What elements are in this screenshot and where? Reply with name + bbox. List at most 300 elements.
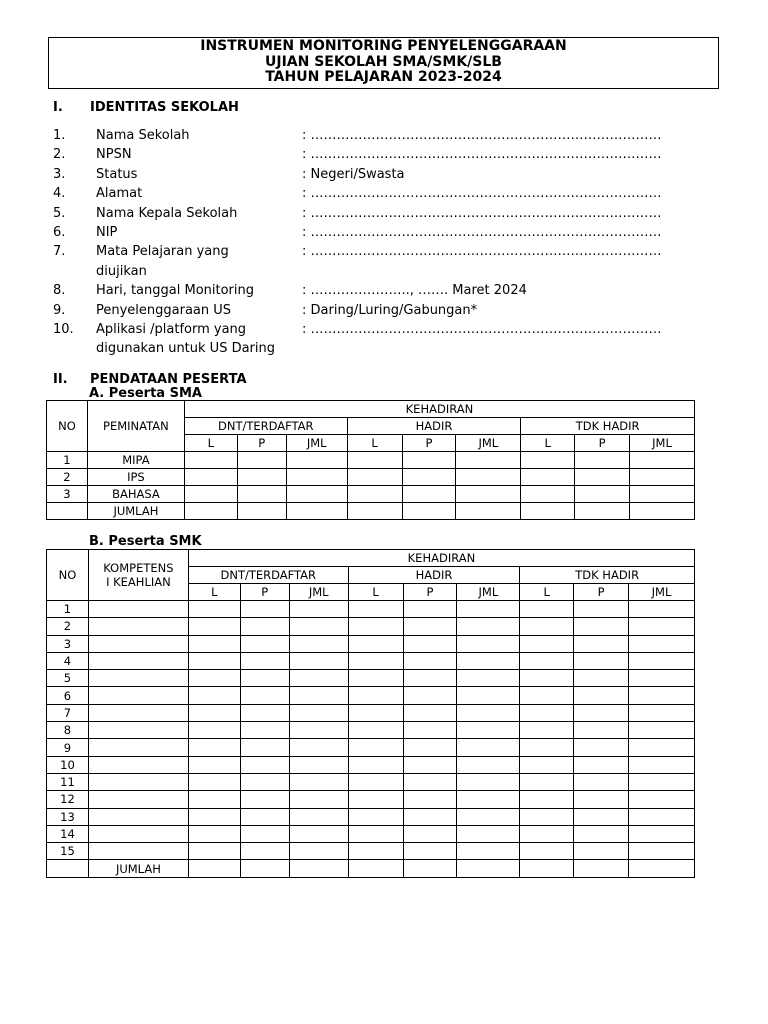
data-cell[interactable] bbox=[629, 843, 695, 860]
data-cell[interactable] bbox=[457, 739, 520, 756]
field-label: diujikan bbox=[96, 263, 147, 279]
data-cell[interactable] bbox=[289, 808, 348, 825]
table-row bbox=[47, 860, 695, 877]
data-cell[interactable] bbox=[188, 791, 240, 808]
data-cell[interactable] bbox=[403, 808, 457, 825]
data-cell[interactable] bbox=[286, 486, 347, 503]
data-cell[interactable] bbox=[348, 687, 403, 704]
data-cell[interactable] bbox=[240, 704, 289, 721]
data-cell[interactable] bbox=[403, 756, 457, 773]
data-cell[interactable] bbox=[457, 825, 520, 842]
data-cell[interactable] bbox=[574, 860, 629, 877]
data-cell[interactable] bbox=[629, 773, 695, 790]
smk-header-hadir: HADIR bbox=[348, 567, 520, 584]
data-cell[interactable] bbox=[289, 756, 348, 773]
smk-subheader-cell: JML bbox=[629, 584, 695, 601]
field-number: 3. bbox=[53, 166, 66, 182]
sma-table-body bbox=[47, 452, 695, 520]
row-number bbox=[47, 503, 88, 520]
data-cell[interactable] bbox=[574, 618, 629, 635]
data-cell[interactable] bbox=[240, 687, 289, 704]
data-cell[interactable] bbox=[403, 825, 457, 842]
data-cell[interactable] bbox=[348, 791, 403, 808]
data-cell[interactable] bbox=[188, 618, 240, 635]
field-label: Hari, tanggal Monitoring bbox=[96, 283, 254, 299]
data-cell[interactable] bbox=[348, 739, 403, 756]
data-cell[interactable] bbox=[457, 670, 520, 687]
field-label: NIP bbox=[96, 225, 118, 240]
data-cell[interactable] bbox=[240, 635, 289, 652]
row-name bbox=[88, 843, 188, 860]
row-name bbox=[88, 670, 188, 687]
section-1-number: I. bbox=[53, 100, 63, 115]
field-value[interactable]: : ……………………………………………………………………… bbox=[302, 128, 662, 143]
data-cell[interactable] bbox=[348, 618, 403, 635]
table-row bbox=[47, 469, 695, 486]
table-row bbox=[47, 756, 695, 773]
field-value[interactable]: : ……………………………………………………………………… bbox=[302, 244, 662, 260]
data-cell[interactable] bbox=[520, 739, 574, 756]
data-cell[interactable] bbox=[289, 773, 348, 790]
data-cell[interactable] bbox=[188, 860, 240, 877]
data-cell[interactable] bbox=[403, 791, 457, 808]
smk-subheader-cell: P bbox=[574, 584, 629, 601]
smk-subheader-cell: P bbox=[403, 584, 457, 601]
section-1-title: IDENTITAS SEKOLAH bbox=[90, 100, 239, 115]
data-cell[interactable] bbox=[457, 860, 520, 877]
row-number: 3 bbox=[47, 486, 88, 503]
data-cell[interactable] bbox=[521, 452, 575, 469]
sma-subheader-cell: L bbox=[184, 435, 237, 452]
data-cell[interactable] bbox=[629, 739, 695, 756]
row-number bbox=[47, 860, 89, 877]
data-cell[interactable] bbox=[289, 601, 348, 618]
smk-subtitle: B. Peserta SMK bbox=[89, 534, 202, 549]
data-cell[interactable] bbox=[237, 469, 286, 486]
row-name bbox=[88, 687, 188, 704]
data-cell[interactable] bbox=[457, 808, 520, 825]
data-cell[interactable] bbox=[188, 825, 240, 842]
data-cell[interactable] bbox=[521, 486, 575, 503]
field-value[interactable]: : Daring/Luring/Gabungan* bbox=[302, 302, 478, 318]
data-cell[interactable] bbox=[403, 739, 457, 756]
row-name bbox=[88, 739, 188, 756]
row-number: 4 bbox=[47, 652, 89, 669]
data-cell[interactable] bbox=[289, 687, 348, 704]
data-cell[interactable] bbox=[348, 652, 403, 669]
data-cell[interactable] bbox=[348, 825, 403, 842]
data-cell[interactable] bbox=[457, 722, 520, 739]
data-cell[interactable] bbox=[574, 722, 629, 739]
data-cell[interactable] bbox=[629, 618, 695, 635]
row-number: 7 bbox=[47, 704, 89, 721]
data-cell[interactable] bbox=[240, 739, 289, 756]
row-name bbox=[88, 618, 188, 635]
row-number: 1 bbox=[47, 601, 89, 618]
field-label: Penyelenggaraan US bbox=[96, 302, 232, 318]
data-cell[interactable] bbox=[457, 773, 520, 790]
field-value[interactable]: : ……………………………………………………………………… bbox=[302, 186, 662, 202]
field-value[interactable]: : ……………………………………………………………………… bbox=[302, 205, 662, 221]
data-cell[interactable] bbox=[403, 687, 457, 704]
data-cell[interactable] bbox=[402, 452, 456, 469]
data-cell[interactable] bbox=[629, 670, 695, 687]
table-row bbox=[47, 791, 695, 808]
data-cell[interactable] bbox=[240, 843, 289, 860]
data-cell[interactable] bbox=[629, 601, 695, 618]
title-line-3: TAHUN PELAJARAN 2023-2024 bbox=[265, 69, 502, 85]
data-cell[interactable] bbox=[520, 808, 574, 825]
data-cell[interactable] bbox=[520, 618, 574, 635]
table-row bbox=[47, 618, 695, 635]
data-cell[interactable] bbox=[457, 704, 520, 721]
sma-subheader-cell: P bbox=[237, 435, 286, 452]
data-cell[interactable] bbox=[456, 486, 521, 503]
data-cell[interactable] bbox=[630, 469, 695, 486]
data-cell[interactable] bbox=[188, 670, 240, 687]
row-number: 5 bbox=[47, 670, 89, 687]
data-cell[interactable] bbox=[188, 808, 240, 825]
data-cell[interactable] bbox=[240, 791, 289, 808]
row-number: 14 bbox=[47, 825, 89, 842]
data-cell[interactable] bbox=[348, 704, 403, 721]
data-cell[interactable] bbox=[457, 635, 520, 652]
section-2-title: PENDATAAN PESERTA bbox=[90, 372, 247, 387]
data-cell[interactable] bbox=[289, 670, 348, 687]
data-cell[interactable] bbox=[520, 635, 574, 652]
sma-subtitle: A. Peserta SMA bbox=[89, 386, 202, 401]
data-cell[interactable] bbox=[574, 601, 629, 618]
data-cell[interactable] bbox=[402, 486, 456, 503]
data-cell[interactable] bbox=[629, 860, 695, 877]
data-cell[interactable] bbox=[289, 860, 348, 877]
row-name: BAHASA bbox=[87, 486, 184, 503]
data-cell[interactable] bbox=[630, 452, 695, 469]
table-row bbox=[47, 843, 695, 860]
row-name bbox=[88, 808, 188, 825]
data-cell[interactable] bbox=[520, 704, 574, 721]
field-value[interactable]: : ……………………………………………………………………… bbox=[302, 322, 662, 337]
row-number: 10 bbox=[47, 756, 89, 773]
data-cell[interactable] bbox=[289, 618, 348, 635]
data-cell[interactable] bbox=[347, 452, 402, 469]
row-name: JUMLAH bbox=[87, 503, 184, 520]
field-number: 8. bbox=[53, 283, 66, 299]
smk-subheader-cell: P bbox=[240, 584, 289, 601]
table-row bbox=[47, 635, 695, 652]
data-cell[interactable] bbox=[240, 601, 289, 618]
sma-header-hadir: HADIR bbox=[347, 418, 521, 435]
data-cell[interactable] bbox=[240, 618, 289, 635]
row-number: 9 bbox=[47, 739, 89, 756]
field-number: 5. bbox=[53, 205, 66, 221]
data-cell[interactable] bbox=[456, 469, 521, 486]
data-cell[interactable] bbox=[574, 635, 629, 652]
data-cell[interactable] bbox=[403, 635, 457, 652]
data-cell[interactable] bbox=[629, 722, 695, 739]
section-2-heading bbox=[53, 372, 247, 387]
field-label: Nama Kepala Sekolah bbox=[96, 205, 238, 221]
data-cell[interactable] bbox=[289, 635, 348, 652]
data-cell[interactable] bbox=[403, 670, 457, 687]
data-cell[interactable] bbox=[240, 756, 289, 773]
data-cell[interactable] bbox=[403, 843, 457, 860]
data-cell[interactable] bbox=[188, 739, 240, 756]
data-cell[interactable] bbox=[188, 722, 240, 739]
data-cell[interactable] bbox=[403, 860, 457, 877]
data-cell[interactable] bbox=[629, 791, 695, 808]
data-cell[interactable] bbox=[402, 469, 456, 486]
data-cell[interactable] bbox=[629, 687, 695, 704]
row-number: 2 bbox=[47, 469, 88, 486]
data-cell[interactable] bbox=[188, 687, 240, 704]
data-cell[interactable] bbox=[348, 601, 403, 618]
data-cell[interactable] bbox=[188, 635, 240, 652]
data-cell[interactable] bbox=[403, 722, 457, 739]
data-cell[interactable] bbox=[289, 722, 348, 739]
data-cell[interactable] bbox=[240, 860, 289, 877]
table-row bbox=[47, 722, 695, 739]
data-cell[interactable] bbox=[574, 687, 629, 704]
table-row bbox=[47, 808, 695, 825]
data-cell[interactable] bbox=[347, 503, 402, 520]
data-cell[interactable] bbox=[403, 652, 457, 669]
data-cell[interactable] bbox=[348, 860, 403, 877]
data-cell[interactable] bbox=[286, 503, 347, 520]
smk-subheader-cell: L bbox=[348, 584, 403, 601]
data-cell[interactable] bbox=[403, 601, 457, 618]
field-label: Alamat bbox=[96, 186, 143, 202]
data-cell[interactable] bbox=[520, 601, 574, 618]
table-row bbox=[47, 773, 695, 790]
row-name bbox=[88, 601, 188, 618]
data-cell[interactable] bbox=[520, 843, 574, 860]
data-cell[interactable] bbox=[630, 486, 695, 503]
smk-subheader-cell: JML bbox=[289, 584, 348, 601]
data-cell[interactable] bbox=[348, 773, 403, 790]
field-number: 1. bbox=[53, 128, 66, 143]
sma-subheader-cell: JML bbox=[456, 435, 521, 452]
data-cell[interactable] bbox=[184, 486, 237, 503]
data-cell[interactable] bbox=[574, 773, 629, 790]
data-cell[interactable] bbox=[456, 452, 521, 469]
smk-header-kompetensi-line2: I KEAHLIAN bbox=[106, 575, 171, 589]
data-cell[interactable] bbox=[348, 722, 403, 739]
row-name bbox=[88, 773, 188, 790]
field-value[interactable]: : ……………………………………………………………………… bbox=[302, 225, 662, 240]
data-cell[interactable] bbox=[520, 791, 574, 808]
data-cell[interactable] bbox=[348, 670, 403, 687]
data-cell[interactable] bbox=[629, 808, 695, 825]
data-cell[interactable] bbox=[574, 739, 629, 756]
row-number: 11 bbox=[47, 773, 89, 790]
smk-header-kompetensi-line1: KOMPETENS bbox=[103, 561, 174, 575]
field-number: 7. bbox=[53, 244, 66, 260]
field-label: digunakan untuk US Daring bbox=[96, 341, 275, 357]
title-line-2: UJIAN SEKOLAH SMA/SMK/SLB bbox=[265, 53, 502, 70]
data-cell[interactable] bbox=[188, 652, 240, 669]
table-row bbox=[47, 739, 695, 756]
data-cell[interactable] bbox=[457, 618, 520, 635]
data-cell[interactable] bbox=[240, 808, 289, 825]
row-name: MIPA bbox=[87, 452, 184, 469]
row-number: 8 bbox=[47, 722, 89, 739]
sma-header-tdk-hadir: TDK HADIR bbox=[521, 418, 695, 435]
data-cell[interactable] bbox=[289, 843, 348, 860]
data-cell[interactable] bbox=[457, 791, 520, 808]
field-label: Aplikasi /platform yang bbox=[96, 322, 247, 337]
data-cell[interactable] bbox=[188, 756, 240, 773]
data-cell[interactable] bbox=[520, 722, 574, 739]
field-number: 10. bbox=[53, 322, 74, 337]
data-cell[interactable] bbox=[521, 469, 575, 486]
data-cell[interactable] bbox=[188, 704, 240, 721]
data-cell[interactable] bbox=[629, 652, 695, 669]
data-cell[interactable] bbox=[240, 825, 289, 842]
data-cell[interactable] bbox=[348, 808, 403, 825]
field-number: 9. bbox=[53, 302, 66, 318]
data-cell[interactable] bbox=[184, 452, 237, 469]
field-value[interactable]: : Negeri/Swasta bbox=[302, 166, 405, 182]
data-cell[interactable] bbox=[520, 860, 574, 877]
data-cell[interactable] bbox=[403, 704, 457, 721]
data-cell[interactable] bbox=[348, 756, 403, 773]
data-cell[interactable] bbox=[237, 503, 286, 520]
data-cell[interactable] bbox=[289, 704, 348, 721]
data-cell[interactable] bbox=[348, 843, 403, 860]
data-cell[interactable] bbox=[457, 843, 520, 860]
data-cell[interactable] bbox=[574, 808, 629, 825]
data-cell[interactable] bbox=[289, 739, 348, 756]
smk-subheader-cell: L bbox=[520, 584, 574, 601]
row-name bbox=[88, 791, 188, 808]
field-label: NPSN bbox=[96, 147, 132, 163]
field-number: 4. bbox=[53, 186, 66, 202]
data-cell[interactable] bbox=[629, 756, 695, 773]
document-title bbox=[48, 37, 719, 89]
data-cell[interactable] bbox=[575, 486, 630, 503]
data-cell[interactable] bbox=[520, 670, 574, 687]
sma-subheader-cell: P bbox=[402, 435, 456, 452]
table-row bbox=[47, 503, 695, 520]
row-name bbox=[88, 704, 188, 721]
data-cell[interactable] bbox=[575, 452, 630, 469]
row-number: 15 bbox=[47, 843, 89, 860]
data-cell[interactable] bbox=[188, 773, 240, 790]
field-value[interactable]: : ………………….., ……. Maret 2024 bbox=[302, 283, 527, 299]
data-cell[interactable] bbox=[289, 791, 348, 808]
data-cell[interactable] bbox=[240, 652, 289, 669]
data-cell[interactable] bbox=[348, 635, 403, 652]
smk-header-kehadiran: KEHADIRAN bbox=[188, 550, 694, 567]
sma-header-no: NO bbox=[47, 401, 88, 452]
data-cell[interactable] bbox=[520, 773, 574, 790]
data-cell[interactable] bbox=[629, 825, 695, 842]
row-number: 13 bbox=[47, 808, 89, 825]
data-cell[interactable] bbox=[286, 469, 347, 486]
data-cell[interactable] bbox=[575, 503, 630, 520]
data-cell[interactable] bbox=[629, 635, 695, 652]
data-cell[interactable] bbox=[574, 756, 629, 773]
table-row bbox=[47, 704, 695, 721]
data-cell[interactable] bbox=[574, 843, 629, 860]
data-cell[interactable] bbox=[574, 670, 629, 687]
data-cell[interactable] bbox=[286, 452, 347, 469]
data-cell[interactable] bbox=[188, 601, 240, 618]
field-value[interactable]: : ……………………………………………………………………… bbox=[302, 147, 662, 163]
data-cell[interactable] bbox=[289, 652, 348, 669]
data-cell[interactable] bbox=[184, 503, 237, 520]
data-cell[interactable] bbox=[347, 469, 402, 486]
row-number: 3 bbox=[47, 635, 89, 652]
data-cell[interactable] bbox=[347, 486, 402, 503]
data-cell[interactable] bbox=[237, 486, 286, 503]
data-cell[interactable] bbox=[456, 503, 521, 520]
data-cell[interactable] bbox=[520, 652, 574, 669]
data-cell[interactable] bbox=[188, 843, 240, 860]
table-row bbox=[47, 486, 695, 503]
table-row bbox=[47, 452, 695, 469]
sma-subheader-cell: P bbox=[575, 435, 630, 452]
data-cell[interactable] bbox=[630, 503, 695, 520]
smk-table bbox=[46, 549, 695, 878]
data-cell[interactable] bbox=[574, 791, 629, 808]
data-cell[interactable] bbox=[289, 825, 348, 842]
row-number: 1 bbox=[47, 452, 88, 469]
sma-header-dnt: DNT/TERDAFTAR bbox=[184, 418, 347, 435]
data-cell[interactable] bbox=[240, 722, 289, 739]
data-cell[interactable] bbox=[237, 452, 286, 469]
data-cell[interactable] bbox=[403, 773, 457, 790]
data-cell[interactable] bbox=[403, 618, 457, 635]
data-cell[interactable] bbox=[240, 773, 289, 790]
smk-subheader-cell: L bbox=[188, 584, 240, 601]
data-cell[interactable] bbox=[629, 704, 695, 721]
smk-subheader-cell: JML bbox=[457, 584, 520, 601]
data-cell[interactable] bbox=[521, 503, 575, 520]
data-cell[interactable] bbox=[575, 469, 630, 486]
field-label: Status bbox=[96, 166, 138, 182]
data-cell[interactable] bbox=[574, 652, 629, 669]
sma-header-kehadiran: KEHADIRAN bbox=[184, 401, 694, 418]
data-cell[interactable] bbox=[457, 652, 520, 669]
row-name bbox=[88, 756, 188, 773]
smk-table-body bbox=[47, 601, 695, 878]
data-cell[interactable] bbox=[457, 601, 520, 618]
field-number: 2. bbox=[53, 147, 66, 163]
field-label: Mata Pelajaran yang bbox=[96, 244, 229, 260]
data-cell[interactable] bbox=[574, 825, 629, 842]
data-cell[interactable] bbox=[520, 687, 574, 704]
field-number: 6. bbox=[53, 225, 66, 240]
data-cell[interactable] bbox=[520, 825, 574, 842]
row-name: IPS bbox=[87, 469, 184, 486]
table-row bbox=[47, 670, 695, 687]
data-cell[interactable] bbox=[457, 687, 520, 704]
sma-subheader-cell: L bbox=[347, 435, 402, 452]
table-row bbox=[47, 687, 695, 704]
row-name: JUMLAH bbox=[88, 860, 188, 877]
row-name bbox=[88, 635, 188, 652]
sma-subheader-cell: JML bbox=[286, 435, 347, 452]
data-cell[interactable] bbox=[240, 670, 289, 687]
data-cell[interactable] bbox=[520, 756, 574, 773]
data-cell[interactable] bbox=[574, 704, 629, 721]
data-cell[interactable] bbox=[457, 756, 520, 773]
data-cell[interactable] bbox=[402, 503, 456, 520]
data-cell[interactable] bbox=[184, 469, 237, 486]
row-name bbox=[88, 825, 188, 842]
